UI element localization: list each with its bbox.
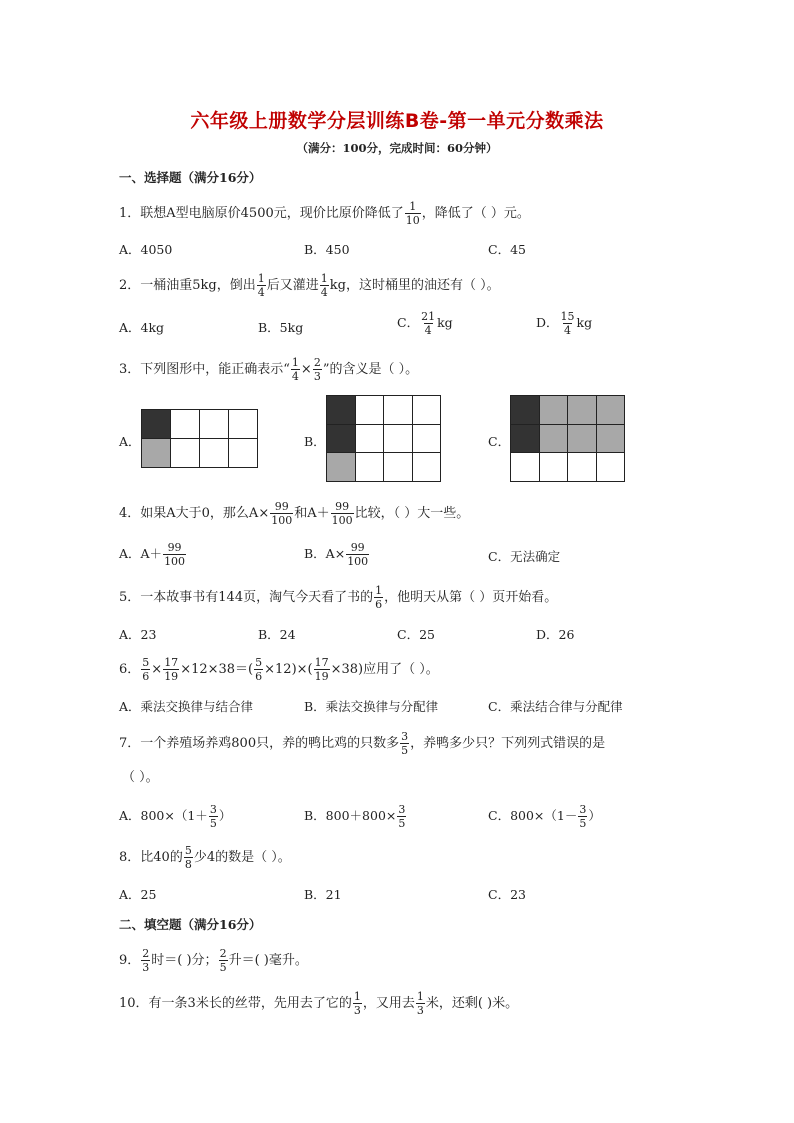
- q5-fraction: $\frac{1}{6}$: [375, 584, 383, 611]
- q2-option-c[interactable]: C． $\frac{21}{4}$ kg: [397, 310, 453, 337]
- q4-option-c[interactable]: C．无法确定: [488, 549, 561, 564]
- q4-text-mid: 和A＋: [294, 506, 330, 521]
- q3-option-c-figure[interactable]: [510, 395, 626, 483]
- q4-option-a[interactable]: A．A＋ $\frac{99}{100}$: [119, 541, 186, 568]
- q5-text-post: ，他明天从第（ ）页开始看。: [384, 590, 558, 605]
- q4-fraction-1: $\frac{99}{100}$: [271, 500, 293, 527]
- q3-option-b-figure[interactable]: [326, 395, 442, 483]
- q7-fraction: $\frac{3}{5}$: [401, 730, 409, 757]
- q8-text-pre: 8．比40的: [119, 850, 183, 865]
- q5-option-d[interactable]: D．26: [536, 627, 575, 642]
- question-9[interactable]: 9． $\frac{2}{3}$ 时＝( )分； $\frac{2}{5}$ 升＝( )毫升。: [119, 947, 308, 974]
- q6-option-b[interactable]: B．乘法交换律与分配律: [304, 699, 439, 714]
- q7-option-c[interactable]: C．800×（1－ $\frac{3}{5}$ ）: [488, 803, 601, 830]
- q4-text-post: 比较，（ ）大一些。: [354, 506, 470, 521]
- q1-fraction: $\frac{1}{10}$: [405, 200, 420, 227]
- q2-text-post: kg，这时桶里的油还有（ ）。: [329, 278, 500, 293]
- q8-text-post: 少4的数是（ ）。: [193, 850, 291, 865]
- section-heading-choice: 一、选择题（满分16分）: [119, 170, 262, 185]
- q1-option-c[interactable]: C．45: [488, 242, 526, 257]
- q3-text-post: ”的含义是（ ）。: [322, 362, 419, 377]
- q3-fraction-1: $\frac{1}{4}$: [291, 356, 299, 383]
- q1-option-b[interactable]: B．450: [304, 242, 350, 257]
- q2-option-d[interactable]: D． $\frac{15}{4}$ kg: [536, 310, 593, 337]
- q5-option-a[interactable]: A．23: [119, 627, 157, 642]
- q3-option-c-label[interactable]: C．: [488, 434, 511, 449]
- q8-option-b[interactable]: B．21: [304, 887, 342, 902]
- page-title: 六年级上册数学分层训练B卷-第一单元分数乘法: [190, 110, 604, 132]
- question-8: [119, 844, 291, 871]
- q1-text-pre: 1．联想A型电脑原价4500元，现价比原价降低了: [119, 206, 404, 221]
- q6-option-a[interactable]: A．乘法交换律与结合律: [119, 699, 254, 714]
- q8-fraction: $\frac{5}{8}$: [184, 844, 192, 871]
- question-2: [119, 272, 500, 299]
- q4-text-pre: 4．如果A大于0，那么A×: [119, 506, 270, 521]
- q3-option-a-label[interactable]: A．: [119, 434, 141, 449]
- q5-option-c[interactable]: C．25: [397, 627, 435, 642]
- q7-option-b[interactable]: B．800＋800× $\frac{3}{5}$: [304, 803, 406, 830]
- question-4: [119, 500, 469, 527]
- q3-option-a-figure[interactable]: [141, 409, 259, 469]
- q7-text-pre: 7．一个养殖场养鸡800只，养的鸭比鸡的只数多: [119, 736, 400, 751]
- q5-option-b[interactable]: B．24: [258, 627, 296, 642]
- q2-text-mid: 后又灌进: [266, 278, 319, 293]
- q7-option-a[interactable]: A．800×（1＋ $\frac{3}{5}$ ）: [119, 803, 232, 830]
- q2-fraction-2: $\frac{1}{4}$: [320, 272, 328, 299]
- question-5: [119, 584, 557, 611]
- question-1: [119, 200, 530, 227]
- question-3: 3．下列图形中，能正确表示“ $\frac{1}{4}$ × $\frac{2}{3}$ ”的含义是（ ）。: [119, 356, 419, 383]
- question-6: 6． $\frac{5}{6}$ × $\frac{17}{19}$ ×12×38＝( $\frac{5}{6}$ ×12)×( $\frac{17}{19}$ ×38)应用了（ ）。: [119, 656, 439, 683]
- section-heading-fill-blank: 二、填空题（满分16分）: [119, 917, 262, 932]
- q8-option-a[interactable]: A．25: [119, 887, 157, 902]
- q3-fraction-2: $\frac{2}{3}$: [313, 356, 321, 383]
- q7-text-post: ，养鸭多少只？下列列式错误的是: [410, 736, 606, 751]
- q8-option-c[interactable]: C．23: [488, 887, 526, 902]
- q3-text-pre: 3．下列图形中，能正确表示“: [119, 362, 290, 377]
- q3-option-b-label[interactable]: B．: [304, 434, 326, 449]
- q7-answer-blank[interactable]: （ ）。: [122, 770, 159, 785]
- q2-text-pre: 2．一桶油重5kg，倒出: [119, 278, 256, 293]
- q1-text-post: ，降低了（ ）元。: [421, 206, 530, 221]
- q5-text-pre: 5．一本故事书有144页，淘气今天看了书的: [119, 590, 374, 605]
- page-subtitle: （满分：100分，完成时间：60分钟）: [296, 141, 498, 155]
- question-7: [119, 730, 605, 757]
- q2-option-a[interactable]: A．4kg: [119, 320, 165, 335]
- question-10[interactable]: 10．有一条3米长的丝带，先用去了它的 $\frac{1}{3}$ ，又用去 $\frac{1}{3}$ 米，还剩( )米。: [119, 990, 519, 1017]
- q2-option-b[interactable]: B．5kg: [258, 320, 304, 335]
- q4-option-b[interactable]: B．A× $\frac{99}{100}$: [304, 541, 369, 568]
- q2-fraction-1: $\frac{1}{4}$: [257, 272, 265, 299]
- q4-fraction-2: $\frac{99}{100}$: [331, 500, 353, 527]
- q1-option-a[interactable]: A．4050: [119, 242, 173, 257]
- q6-option-c[interactable]: C．乘法结合律与分配律: [488, 699, 623, 714]
